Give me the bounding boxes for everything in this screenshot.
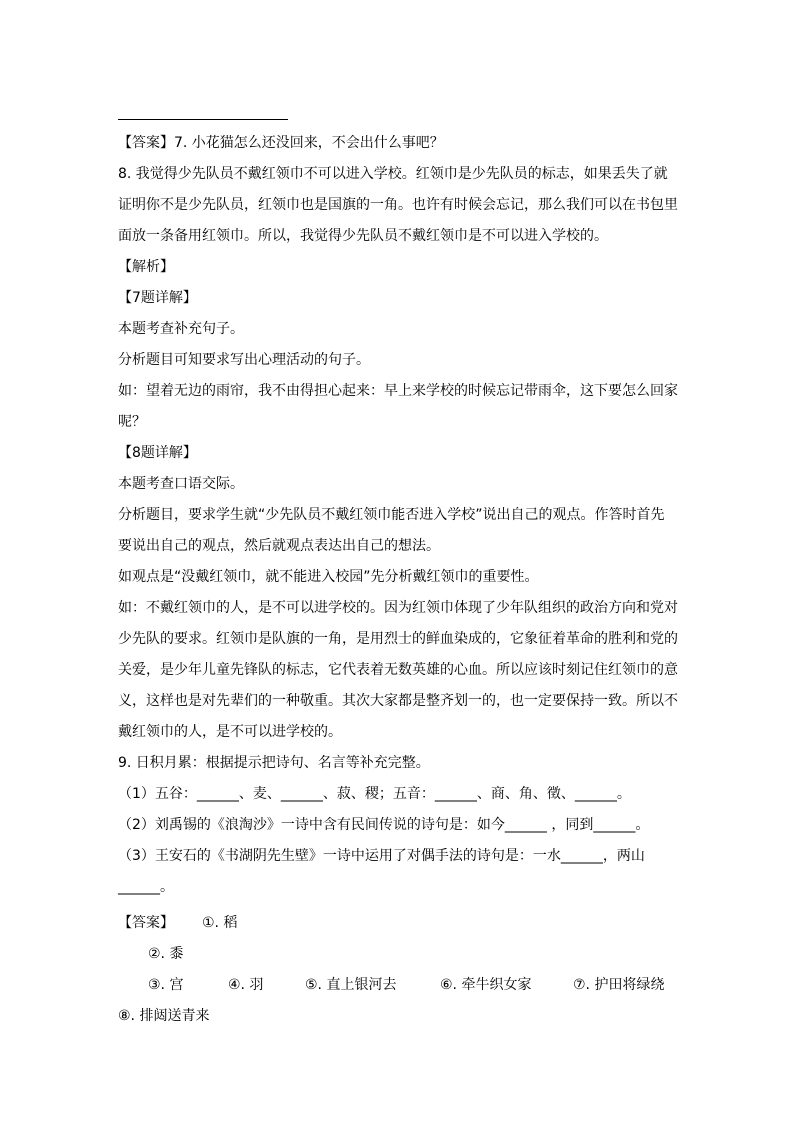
answer-item: ②. 黍	[148, 946, 184, 962]
question-7-example: 如：望着无边的雨帘，我不由得担心起来：早上来学校的时候忘记带雨伞，这下要怎么回家呢？	[118, 383, 678, 430]
answer-row	[118, 1001, 678, 1032]
question-9-part-3: （3）王安石的《书湖阴先生壁》一诗中运用了对偶手法的诗句是：一水______，两山______。	[118, 848, 645, 895]
question-7-analysis: 分析题目可知要求写出心理活动的句子。	[118, 352, 370, 368]
answer-item: ⑧. 排闼送青来	[118, 1008, 210, 1024]
question-9-part-1: （1）五谷：______、麦、______、菽、稷；五音：______、商、角、徵、______。	[118, 786, 631, 802]
analysis-heading: 【解析】	[118, 259, 174, 275]
question-8-viewpoint: 如观点是“没戴红领巾，就不能进入校园”先分析戴红领巾的重要性。	[118, 569, 539, 585]
answer-item: ①. 稻	[202, 915, 238, 931]
question-7-detail-heading: 【7题详解】	[118, 290, 197, 306]
question-8-detail-heading: 【8题详解】	[118, 445, 197, 461]
question-9-part-2: （2）刘禹锡的《浪淘沙》一诗中含有民间传说的诗句是：如今______ ，同到______。	[118, 817, 650, 833]
question-8-topic: 本题考查口语交际。	[118, 476, 244, 492]
answer-item: ⑤. 直上银河去	[305, 977, 397, 993]
answer-item: ④. 羽	[228, 977, 264, 993]
answer-item: ③. 宫	[148, 977, 184, 993]
answer-item: ⑦. 护田将绿绕	[573, 977, 665, 993]
question-9-answers	[118, 908, 678, 1032]
document-body	[118, 128, 678, 903]
answer-8-paragraph: 8. 我觉得少先队员不戴红领巾不可以进入学校。红领巾是少先队员的标志，如果丢失了就证明你不是少先队员，红领巾也是国旗的一角。也许有时候会忘记，那么我们可以在书包里面放一条备用红领巾。所以，我觉得少先队员不戴红领巾是不可以进入学校的。	[118, 166, 678, 244]
answer-7-line: 【答案】7. 小花猫怎么还没回来，不会出什么事吧？	[118, 135, 444, 151]
answer-item: ⑥. 牵牛织女家	[440, 977, 532, 993]
answer-label: 【答案】	[118, 915, 174, 931]
answer-row	[118, 939, 678, 970]
question-9-prompt: 9. 日积月累：根据提示把诗句、名言等补充完整。	[118, 755, 430, 771]
question-8-analysis: 分析题目，要求学生就“少先队员不戴红领巾能否进入学校”说出自己的观点。作答时首先要说出自己的观点，然后就观点表达出自己的想法。	[118, 507, 665, 554]
question-7-topic: 本题考查补充句子。	[118, 321, 244, 337]
question-8-example: 如：不戴红领巾的人，是不可以进学校的。因为红领巾体现了少年队组织的政治方向和党对少先队的要求。红领巾是队旗的一角，是用烈士的鲜血染成的，它象征着革命的胜利和党的关爱，是少年儿童先锋队的标志，它代表着无数英雄的心血。所以应该时刻记住红领巾的意义，这样也是对先辈们的一种敬重。其次大家都是整齐划一的，也一定要保持一致。所以不戴红领巾的人，是不可以进学校的。	[118, 600, 678, 740]
answer-row	[118, 908, 678, 939]
answer-row	[118, 970, 678, 1001]
footnote-separator-line	[118, 119, 288, 120]
